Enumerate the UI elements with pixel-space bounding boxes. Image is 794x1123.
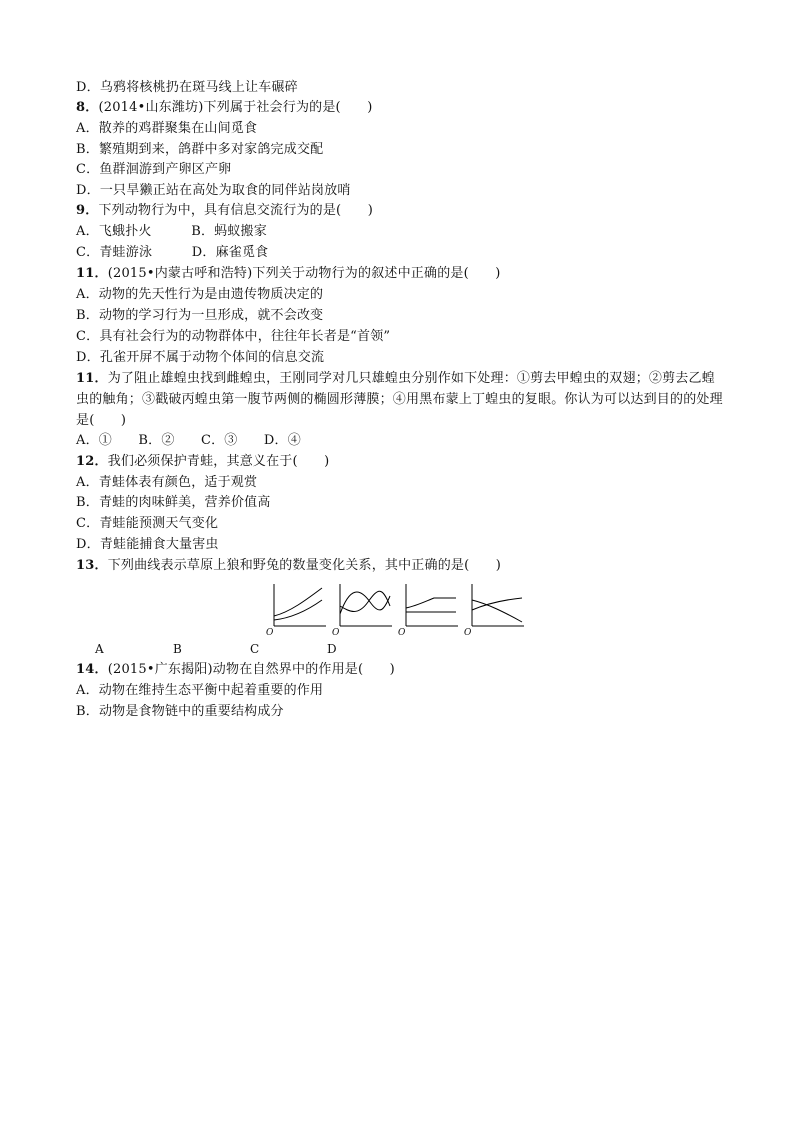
q11-locust-options: A．① B．② C．③ D．④ — [76, 433, 301, 448]
q9-options-cd: C．青蛙游泳 D．麻雀觅食 — [76, 245, 269, 260]
graph-label-d: D — [327, 642, 337, 656]
graph-label-c: C — [250, 642, 260, 656]
graph-a-origin: O — [266, 628, 274, 638]
q13-graphs — [262, 582, 532, 638]
graph-label-b: B — [173, 642, 182, 656]
graph-c-origin: O — [398, 628, 406, 638]
question-11: 11．(2015•内蒙古呼和浩特)下列关于动物行为的叙述中正确的是( ) — [76, 266, 501, 281]
graph-a — [266, 582, 328, 638]
question-14: 14．(2015•广东揭阳)动物在自然界中的作用是( ) — [76, 662, 395, 677]
q12-option-b: B．青蛙的肉味鲜美，营养价值高 — [76, 495, 271, 510]
q8-option-c: C．鱼群洄游到产卵区产卵 — [76, 162, 232, 177]
q11-option-a: A．动物的先天性行为是由遗传物质决定的 — [76, 287, 324, 302]
q9-options-ab: A．飞蛾扑火 B．蚂蚁搬家 — [76, 224, 267, 239]
q12-option-d: D．青蛙能捕食大量害虫 — [76, 537, 219, 552]
graph-c — [398, 582, 460, 638]
question-11-locust: 11．为了阻止雄蝗虫找到雌蝗虫，王刚同学对几只雄蝗虫分别作如下处理：①剪去甲蝗虫的双翅；②剪去乙蝗虫的触角；③戳破丙蝗虫第一腹节两侧的椭圆形薄膜；④用黑布蒙上丁蝗虫的复眼。你认为可以达到目的的处理是( ) — [76, 371, 723, 428]
question-13: 13．下列曲线表示草原上狼和野兔的数量变化关系，其中正确的是( ) — [76, 558, 502, 573]
q11-option-d: D．孔雀开屏不属于动物个体间的信息交流 — [76, 350, 325, 365]
q12-option-a: A．青蛙体表有颜色，适于观赏 — [76, 475, 258, 490]
graph-label-a: A — [95, 642, 104, 656]
graph-d — [464, 582, 526, 638]
q12-option-c: C．青蛙能预测天气变化 — [76, 516, 219, 531]
q8-option-a: A．散养的鸡群聚集在山间觅食 — [76, 121, 258, 136]
q8-option-d: D．一只旱獭正站在高处为取食的同伴站岗放哨 — [76, 183, 351, 198]
question-9: 9．下列动物行为中，具有信息交流行为的是( ) — [76, 203, 373, 218]
question-12: 12．我们必须保护青蛙，其意义在于( ) — [76, 454, 330, 469]
q14-option-b: B．动物是食物链中的重要结构成分 — [76, 704, 284, 719]
line-d-crow: D．乌鸦将核桃扔在斑马线上让车碾碎 — [76, 80, 298, 95]
graph-b-origin: O — [332, 628, 340, 638]
q11-option-c: C．具有社会行为的动物群体中，往往年长者是“首领” — [76, 329, 391, 344]
q8-option-b: B．繁殖期到来，鸽群中多对家鸽完成交配 — [76, 142, 324, 157]
q14-option-a: A．动物在维持生态平衡中起着重要的作用 — [76, 683, 324, 698]
graph-d-origin: O — [464, 628, 472, 638]
question-8: 8．(2014•山东潍坊)下列属于社会行为的是( ) — [76, 100, 373, 115]
graph-b — [332, 582, 394, 638]
q11-option-b: B．动物的学习行为一旦形成，就不会改变 — [76, 308, 324, 323]
